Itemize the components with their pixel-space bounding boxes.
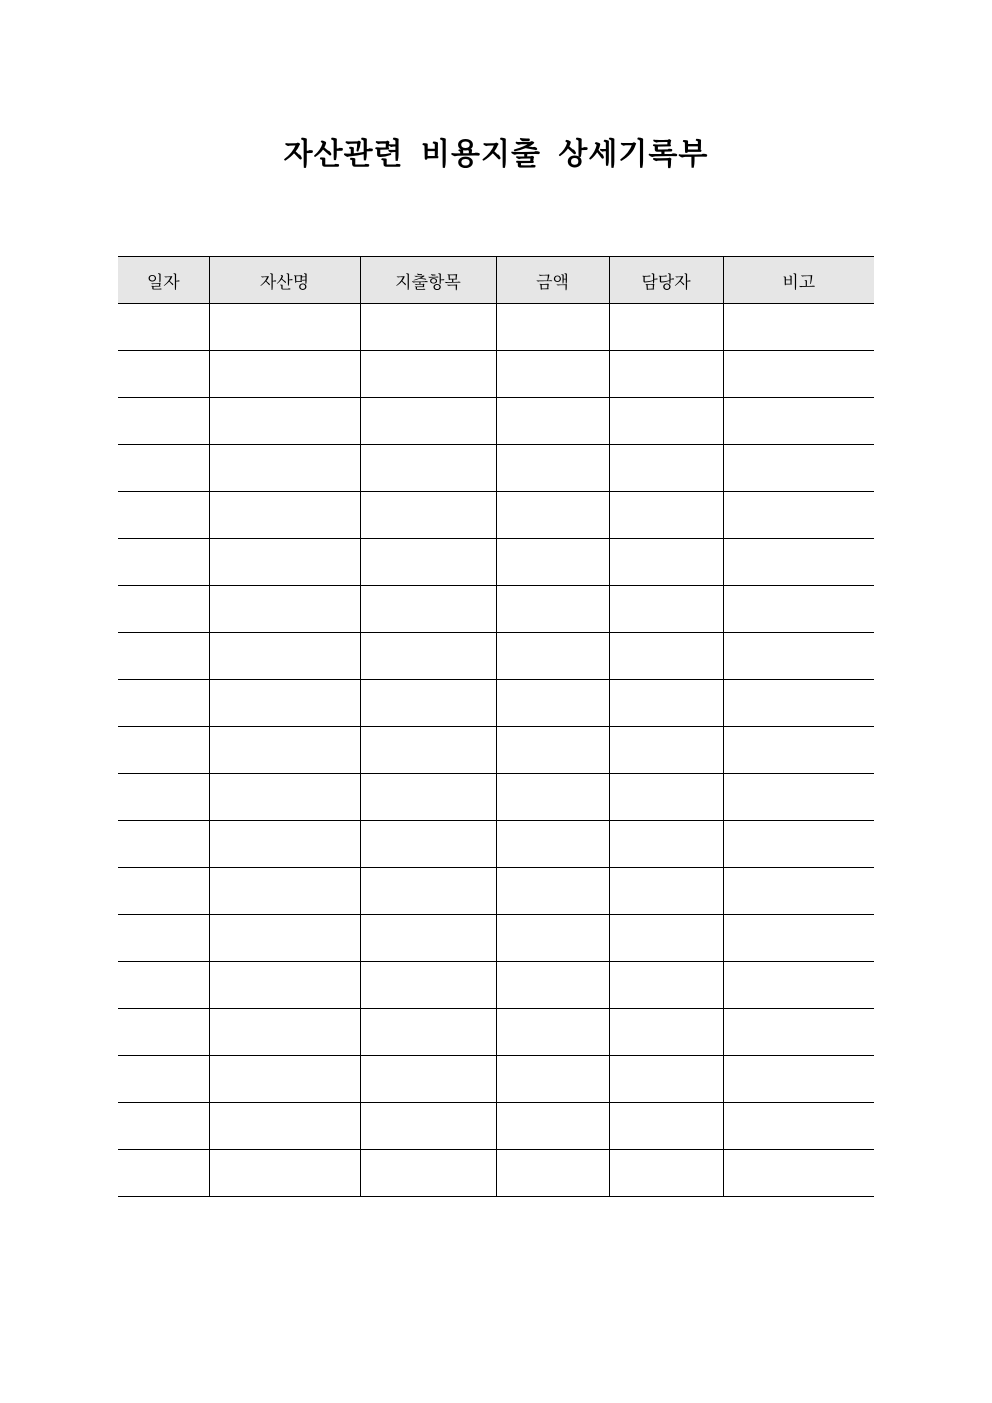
remarks-cell[interactable] <box>723 821 874 868</box>
table-row <box>118 304 874 351</box>
manager-cell[interactable] <box>609 1150 723 1197</box>
date-cell[interactable] <box>118 539 209 586</box>
expense-item-cell[interactable] <box>360 868 496 915</box>
asset-name-cell[interactable] <box>209 821 360 868</box>
expense-item-cell[interactable] <box>360 962 496 1009</box>
amount-cell[interactable] <box>496 633 609 680</box>
amount-cell[interactable] <box>496 727 609 774</box>
header-date: 일자 <box>118 257 209 304</box>
remarks-cell[interactable] <box>723 868 874 915</box>
amount-cell[interactable] <box>496 774 609 821</box>
remarks-cell[interactable] <box>723 915 874 962</box>
amount-cell[interactable] <box>496 398 609 445</box>
asset-name-cell[interactable] <box>209 915 360 962</box>
table-row <box>118 539 874 586</box>
table-row <box>118 1009 874 1056</box>
header-remarks: 비고 <box>723 257 874 304</box>
asset-name-cell[interactable] <box>209 304 360 351</box>
manager-cell[interactable] <box>609 586 723 633</box>
expense-item-cell[interactable] <box>360 727 496 774</box>
asset-name-cell[interactable] <box>209 1103 360 1150</box>
table-row <box>118 821 874 868</box>
table-row <box>118 774 874 821</box>
remarks-cell[interactable] <box>723 492 874 539</box>
date-cell[interactable] <box>118 492 209 539</box>
document-title: 자산관련 비용지출 상세기록부 <box>283 137 709 172</box>
expense-item-cell[interactable] <box>360 492 496 539</box>
date-cell[interactable] <box>118 962 209 1009</box>
date-cell[interactable] <box>118 633 209 680</box>
table-row <box>118 680 874 727</box>
asset-name-cell[interactable] <box>209 774 360 821</box>
amount-cell[interactable] <box>496 492 609 539</box>
manager-cell[interactable] <box>609 868 723 915</box>
table-row <box>118 351 874 398</box>
table-row <box>118 445 874 492</box>
amount-cell[interactable] <box>496 351 609 398</box>
manager-cell[interactable] <box>609 398 723 445</box>
table-row <box>118 398 874 445</box>
expense-item-cell[interactable] <box>360 633 496 680</box>
table-row <box>118 1150 874 1197</box>
asset-name-cell[interactable] <box>209 868 360 915</box>
manager-cell[interactable] <box>609 445 723 492</box>
remarks-cell[interactable] <box>723 351 874 398</box>
table-row <box>118 727 874 774</box>
amount-cell[interactable] <box>496 1009 609 1056</box>
remarks-cell[interactable] <box>723 586 874 633</box>
remarks-cell[interactable] <box>723 633 874 680</box>
table-body <box>118 304 874 1197</box>
header-asset-name: 자산명 <box>209 257 360 304</box>
manager-cell[interactable] <box>609 1103 723 1150</box>
expense-item-cell[interactable] <box>360 351 496 398</box>
date-cell[interactable] <box>118 445 209 492</box>
remarks-cell[interactable] <box>723 774 874 821</box>
manager-cell[interactable] <box>609 1009 723 1056</box>
amount-cell[interactable] <box>496 445 609 492</box>
amount-cell[interactable] <box>496 1056 609 1103</box>
date-cell[interactable] <box>118 586 209 633</box>
manager-cell[interactable] <box>609 633 723 680</box>
manager-cell[interactable] <box>609 351 723 398</box>
expense-item-cell[interactable] <box>360 304 496 351</box>
manager-cell[interactable] <box>609 680 723 727</box>
asset-name-cell[interactable] <box>209 633 360 680</box>
manager-cell[interactable] <box>609 962 723 1009</box>
manager-cell[interactable] <box>609 727 723 774</box>
amount-cell[interactable] <box>496 868 609 915</box>
date-cell[interactable] <box>118 1150 209 1197</box>
remarks-cell[interactable] <box>723 680 874 727</box>
table-row <box>118 492 874 539</box>
date-cell[interactable] <box>118 821 209 868</box>
date-cell[interactable] <box>118 398 209 445</box>
expense-item-cell[interactable] <box>360 774 496 821</box>
manager-cell[interactable] <box>609 539 723 586</box>
date-cell[interactable] <box>118 304 209 351</box>
remarks-cell[interactable] <box>723 1150 874 1197</box>
asset-name-cell[interactable] <box>209 1009 360 1056</box>
amount-cell[interactable] <box>496 539 609 586</box>
expense-item-cell[interactable] <box>360 680 496 727</box>
amount-cell[interactable] <box>496 962 609 1009</box>
table-row <box>118 633 874 680</box>
expense-item-cell[interactable] <box>360 821 496 868</box>
date-cell[interactable] <box>118 351 209 398</box>
expense-item-cell[interactable] <box>360 1009 496 1056</box>
remarks-cell[interactable] <box>723 1056 874 1103</box>
amount-cell[interactable] <box>496 304 609 351</box>
asset-name-cell[interactable] <box>209 351 360 398</box>
asset-name-cell[interactable] <box>209 962 360 1009</box>
date-cell[interactable] <box>118 774 209 821</box>
date-cell[interactable] <box>118 1103 209 1150</box>
date-cell[interactable] <box>118 868 209 915</box>
expense-item-cell[interactable] <box>360 915 496 962</box>
asset-name-cell[interactable] <box>209 1056 360 1103</box>
date-cell[interactable] <box>118 680 209 727</box>
asset-name-cell[interactable] <box>209 539 360 586</box>
manager-cell[interactable] <box>609 1056 723 1103</box>
remarks-cell[interactable] <box>723 962 874 1009</box>
header-amount: 금액 <box>496 257 609 304</box>
table-row <box>118 586 874 633</box>
asset-name-cell[interactable] <box>209 492 360 539</box>
manager-cell[interactable] <box>609 821 723 868</box>
table-row <box>118 1056 874 1103</box>
expense-item-cell[interactable] <box>360 445 496 492</box>
date-cell[interactable] <box>118 915 209 962</box>
asset-name-cell[interactable] <box>209 445 360 492</box>
remarks-cell[interactable] <box>723 1103 874 1150</box>
asset-name-cell[interactable] <box>209 398 360 445</box>
expense-item-cell[interactable] <box>360 1056 496 1103</box>
remarks-cell[interactable] <box>723 398 874 445</box>
remarks-cell[interactable] <box>723 727 874 774</box>
remarks-cell[interactable] <box>723 539 874 586</box>
expense-item-cell[interactable] <box>360 539 496 586</box>
date-cell[interactable] <box>118 727 209 774</box>
amount-cell[interactable] <box>496 915 609 962</box>
expense-ledger-table <box>118 256 874 1197</box>
amount-cell[interactable] <box>496 586 609 633</box>
date-cell[interactable] <box>118 1056 209 1103</box>
amount-cell[interactable] <box>496 1150 609 1197</box>
remarks-cell[interactable] <box>723 445 874 492</box>
asset-name-cell[interactable] <box>209 586 360 633</box>
expense-item-cell[interactable] <box>360 586 496 633</box>
table-row <box>118 962 874 1009</box>
amount-cell[interactable] <box>496 1103 609 1150</box>
header-row <box>118 257 874 304</box>
header-manager: 담당자 <box>609 257 723 304</box>
amount-cell[interactable] <box>496 821 609 868</box>
date-cell[interactable] <box>118 1009 209 1056</box>
expense-item-cell[interactable] <box>360 1103 496 1150</box>
amount-cell[interactable] <box>496 680 609 727</box>
manager-cell[interactable] <box>609 774 723 821</box>
manager-cell[interactable] <box>609 492 723 539</box>
expense-item-cell[interactable] <box>360 398 496 445</box>
expense-item-cell[interactable] <box>360 1150 496 1197</box>
asset-name-cell[interactable] <box>209 1150 360 1197</box>
table-row <box>118 1103 874 1150</box>
header-expense-item: 지출항목 <box>360 257 496 304</box>
asset-name-cell[interactable] <box>209 680 360 727</box>
manager-cell[interactable] <box>609 304 723 351</box>
table-row <box>118 915 874 962</box>
remarks-cell[interactable] <box>723 304 874 351</box>
asset-name-cell[interactable] <box>209 727 360 774</box>
table-row <box>118 868 874 915</box>
manager-cell[interactable] <box>609 915 723 962</box>
remarks-cell[interactable] <box>723 1009 874 1056</box>
